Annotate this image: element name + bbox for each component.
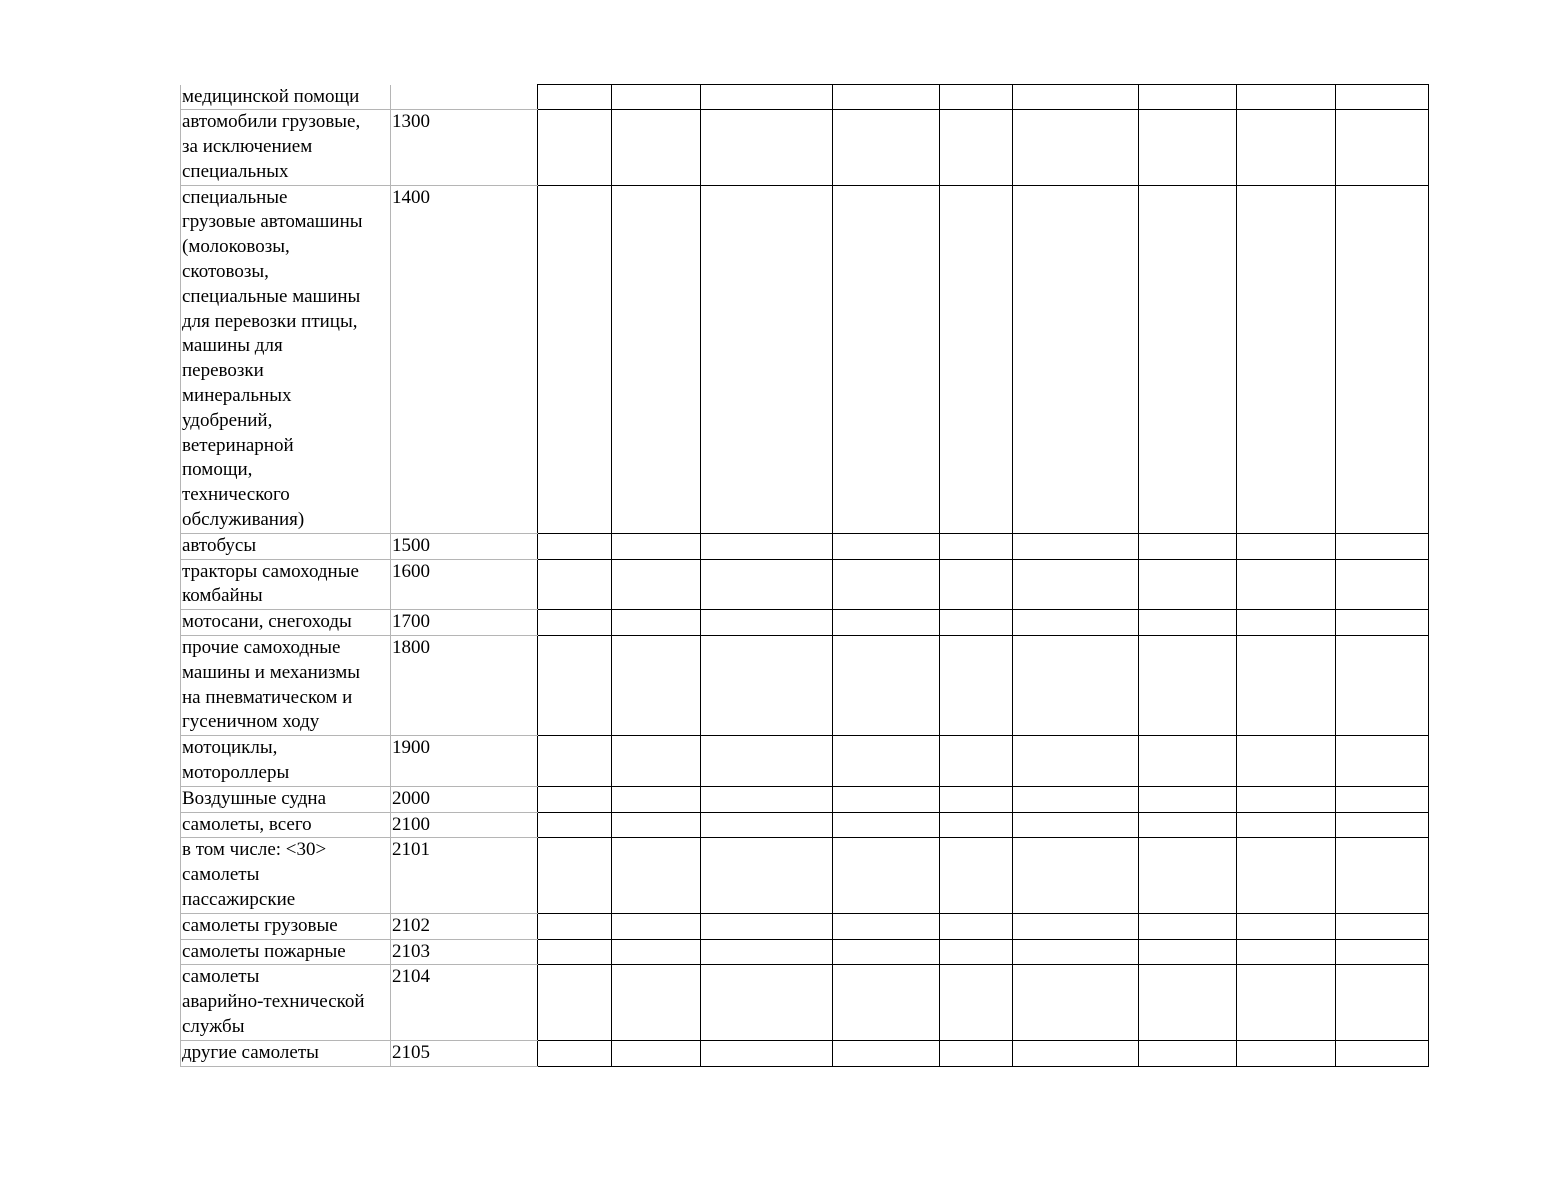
row-name-line: мотороллеры — [182, 762, 290, 784]
row-name-line: специальные — [182, 186, 288, 208]
empty-value-cell — [1013, 636, 1139, 736]
empty-value-cell — [701, 636, 833, 736]
row-name-line: медицинской помощи — [182, 85, 360, 107]
empty-value-cell — [1139, 786, 1237, 812]
row-name-cell — [181, 559, 391, 610]
row-name-cell — [181, 1040, 391, 1066]
empty-value-cell — [1336, 939, 1429, 965]
table-row — [181, 812, 1429, 838]
row-name-cell — [181, 533, 391, 559]
empty-value-cell — [833, 913, 940, 939]
empty-value-cell — [701, 736, 833, 787]
empty-value-cell — [538, 786, 612, 812]
empty-value-cell — [940, 185, 1013, 533]
empty-value-cell — [1237, 559, 1336, 610]
empty-value-cell — [1336, 812, 1429, 838]
table-row — [181, 185, 1429, 533]
empty-value-cell — [701, 559, 833, 610]
row-code-cell: 1800 — [391, 636, 538, 736]
table-row — [181, 110, 1429, 185]
table-row — [181, 610, 1429, 636]
empty-value-cell — [1013, 913, 1139, 939]
row-code-cell: 1700 — [391, 610, 538, 636]
empty-value-cell — [1139, 1040, 1237, 1066]
row-name-line: перевозки — [182, 360, 264, 382]
empty-value-cell — [940, 736, 1013, 787]
empty-value-cell — [1237, 1040, 1336, 1066]
row-name-cell — [181, 786, 391, 812]
row-name-cell — [181, 812, 391, 838]
empty-value-cell — [833, 939, 940, 965]
empty-value-cell — [612, 786, 701, 812]
empty-value-cell — [701, 110, 833, 185]
row-name-line: (молоковозы, — [182, 236, 290, 258]
empty-value-cell — [1013, 838, 1139, 913]
table-row — [181, 913, 1429, 939]
empty-value-cell — [1013, 736, 1139, 787]
row-code-cell: 1600 — [391, 559, 538, 610]
row-name-line: машины для — [182, 335, 283, 357]
empty-value-cell — [833, 838, 940, 913]
row-name-line: машины и механизмы — [182, 661, 360, 683]
empty-value-cell — [1336, 736, 1429, 787]
empty-value-cell — [1336, 110, 1429, 185]
empty-value-cell — [701, 838, 833, 913]
empty-value-cell — [701, 185, 833, 533]
row-name-cell — [181, 913, 391, 939]
row-name-cell — [181, 838, 391, 913]
row-name-line: удобрений, — [182, 409, 273, 431]
empty-value-cell — [1139, 533, 1237, 559]
row-code-cell: 2102 — [391, 913, 538, 939]
empty-value-cell — [538, 838, 612, 913]
empty-value-cell — [940, 85, 1013, 110]
empty-value-cell — [833, 110, 940, 185]
empty-value-cell — [612, 559, 701, 610]
row-name-line: службы — [182, 1015, 245, 1037]
row-name-cell — [181, 185, 391, 533]
empty-value-cell — [833, 185, 940, 533]
row-name-line: прочие самоходные — [182, 637, 341, 659]
empty-value-cell — [1139, 85, 1237, 110]
table-row — [181, 533, 1429, 559]
empty-value-cell — [1336, 786, 1429, 812]
empty-value-cell — [1237, 965, 1336, 1040]
empty-value-cell — [538, 812, 612, 838]
empty-value-cell — [1237, 110, 1336, 185]
row-name-cell — [181, 636, 391, 736]
empty-value-cell — [1013, 965, 1139, 1040]
empty-value-cell — [612, 185, 701, 533]
empty-value-cell — [538, 110, 612, 185]
table-row — [181, 736, 1429, 787]
row-name-line: ветеринарной — [182, 434, 294, 456]
row-name-line: самолеты пожарные — [182, 940, 346, 962]
empty-value-cell — [538, 939, 612, 965]
row-code-cell: 1400 — [391, 185, 538, 533]
row-name-cell — [181, 85, 391, 110]
row-name-line: минеральных — [182, 385, 292, 407]
row-code-cell: 1500 — [391, 533, 538, 559]
row-code-cell: 1300 — [391, 110, 538, 185]
empty-value-cell — [1139, 110, 1237, 185]
empty-value-cell — [1336, 85, 1429, 110]
empty-value-cell — [1336, 636, 1429, 736]
empty-value-cell — [1139, 812, 1237, 838]
empty-value-cell — [833, 812, 940, 838]
row-name-line: тракторы самоходные — [182, 560, 359, 582]
row-name-line: за исключением — [182, 136, 313, 158]
table-row — [181, 786, 1429, 812]
empty-value-cell — [1336, 838, 1429, 913]
row-name-cell — [181, 939, 391, 965]
empty-value-cell — [833, 636, 940, 736]
empty-value-cell — [612, 736, 701, 787]
empty-value-cell — [833, 85, 940, 110]
row-name-line: технического — [182, 484, 290, 506]
empty-value-cell — [538, 1040, 612, 1066]
row-name-line: специальные машины — [182, 285, 361, 307]
empty-value-cell — [1336, 185, 1429, 533]
empty-value-cell — [538, 85, 612, 110]
empty-value-cell — [940, 636, 1013, 736]
empty-value-cell — [1013, 185, 1139, 533]
table-row — [181, 965, 1429, 1040]
row-name-cell — [181, 110, 391, 185]
empty-value-cell — [833, 559, 940, 610]
row-code-cell: 2105 — [391, 1040, 538, 1066]
empty-value-cell — [538, 533, 612, 559]
row-name-line: комбайны — [182, 585, 263, 607]
empty-value-cell — [1237, 185, 1336, 533]
table-row — [181, 85, 1429, 110]
empty-value-cell — [1237, 812, 1336, 838]
empty-value-cell — [1139, 559, 1237, 610]
empty-value-cell — [940, 533, 1013, 559]
row-name-line: самолеты, всего — [182, 813, 312, 835]
empty-value-cell — [1013, 110, 1139, 185]
empty-value-cell — [833, 965, 940, 1040]
empty-value-cell — [833, 1040, 940, 1066]
empty-value-cell — [701, 786, 833, 812]
row-code-cell: 2000 — [391, 786, 538, 812]
row-name-line: Воздушные судна — [182, 787, 327, 809]
empty-value-cell — [701, 812, 833, 838]
row-name-line: самолеты — [182, 864, 260, 886]
empty-value-cell — [833, 533, 940, 559]
empty-value-cell — [701, 610, 833, 636]
empty-value-cell — [1013, 786, 1139, 812]
empty-value-cell — [538, 736, 612, 787]
empty-value-cell — [612, 812, 701, 838]
empty-value-cell — [538, 636, 612, 736]
empty-value-cell — [1237, 786, 1336, 812]
row-name-line: пассажирские — [182, 889, 296, 910]
row-code-cell: 2104 — [391, 965, 538, 1040]
empty-value-cell — [1237, 636, 1336, 736]
row-name-line: мотосани, снегоходы — [182, 611, 352, 633]
empty-value-cell — [1013, 559, 1139, 610]
row-name-cell — [181, 965, 391, 1040]
empty-value-cell — [612, 636, 701, 736]
empty-value-cell — [612, 838, 701, 913]
empty-value-cell — [538, 913, 612, 939]
empty-value-cell — [1139, 838, 1237, 913]
empty-value-cell — [612, 533, 701, 559]
empty-value-cell — [538, 185, 612, 533]
row-name-line: автобусы — [182, 534, 257, 556]
row-name-line: скотовозы, — [182, 261, 269, 283]
empty-value-cell — [612, 85, 701, 110]
empty-value-cell — [833, 610, 940, 636]
row-code-cell — [391, 85, 538, 110]
table-body — [181, 85, 1429, 1067]
empty-value-cell — [1013, 610, 1139, 636]
row-name-line: самолеты — [182, 966, 260, 988]
empty-value-cell — [538, 559, 612, 610]
empty-value-cell — [1336, 1040, 1429, 1066]
empty-value-cell — [1013, 533, 1139, 559]
row-name-line: другие самолеты — [182, 1041, 319, 1063]
empty-value-cell — [940, 838, 1013, 913]
empty-value-cell — [1139, 913, 1237, 939]
empty-value-cell — [1013, 85, 1139, 110]
table-row — [181, 838, 1429, 913]
empty-value-cell — [1237, 85, 1336, 110]
empty-value-cell — [1139, 965, 1237, 1040]
empty-value-cell — [1237, 610, 1336, 636]
empty-value-cell — [833, 736, 940, 787]
row-name-line: помощи, — [182, 459, 253, 481]
empty-value-cell — [701, 965, 833, 1040]
table-row — [181, 939, 1429, 965]
empty-value-cell — [612, 939, 701, 965]
row-code-cell: 2101 — [391, 838, 538, 913]
row-name-line: специальных — [182, 160, 289, 182]
empty-value-cell — [1336, 559, 1429, 610]
row-name-cell — [181, 736, 391, 787]
empty-value-cell — [940, 110, 1013, 185]
table-row — [181, 1040, 1429, 1066]
empty-value-cell — [1013, 1040, 1139, 1066]
row-name-line: самолеты грузовые — [182, 914, 338, 936]
empty-value-cell — [940, 812, 1013, 838]
row-name-line: аварийно-технической — [182, 991, 365, 1013]
table-row — [181, 636, 1429, 736]
row-name-line: гусеничном ходу — [182, 711, 320, 733]
empty-value-cell — [701, 533, 833, 559]
empty-value-cell — [1013, 939, 1139, 965]
empty-value-cell — [1237, 533, 1336, 559]
empty-value-cell — [940, 965, 1013, 1040]
empty-value-cell — [940, 610, 1013, 636]
empty-value-cell — [940, 939, 1013, 965]
empty-value-cell — [1237, 838, 1336, 913]
empty-value-cell — [612, 965, 701, 1040]
row-name-line: мотоциклы, — [182, 737, 278, 759]
empty-value-cell — [940, 786, 1013, 812]
empty-value-cell — [701, 913, 833, 939]
empty-value-cell — [1237, 939, 1336, 965]
empty-value-cell — [1336, 533, 1429, 559]
empty-value-cell — [612, 110, 701, 185]
empty-value-cell — [701, 1040, 833, 1066]
row-name-line: обслуживания) — [182, 509, 305, 531]
empty-value-cell — [701, 939, 833, 965]
empty-value-cell — [612, 1040, 701, 1066]
empty-value-cell — [1139, 736, 1237, 787]
empty-value-cell — [1336, 913, 1429, 939]
empty-value-cell — [701, 85, 833, 110]
row-name-cell — [181, 610, 391, 636]
empty-value-cell — [1336, 965, 1429, 1040]
empty-value-cell — [538, 610, 612, 636]
row-name-line: в том числе: <30> — [182, 839, 327, 861]
empty-value-cell — [1139, 636, 1237, 736]
empty-value-cell — [940, 913, 1013, 939]
row-name-line: на пневматическом и — [182, 686, 353, 708]
row-code-cell: 2100 — [391, 812, 538, 838]
row-name-line: грузовые автомашины — [182, 211, 363, 233]
row-code-cell: 1900 — [391, 736, 538, 787]
empty-value-cell — [1336, 610, 1429, 636]
empty-value-cell — [538, 965, 612, 1040]
empty-value-cell — [612, 913, 701, 939]
empty-value-cell — [940, 559, 1013, 610]
empty-value-cell — [612, 610, 701, 636]
empty-value-cell — [1139, 185, 1237, 533]
empty-value-cell — [1237, 913, 1336, 939]
row-name-line: автомобили грузовые, — [182, 111, 361, 133]
row-code-cell: 2103 — [391, 939, 538, 965]
empty-value-cell — [1237, 736, 1336, 787]
empty-value-cell — [833, 786, 940, 812]
empty-value-cell — [1013, 812, 1139, 838]
empty-value-cell — [1139, 939, 1237, 965]
empty-value-cell — [940, 1040, 1013, 1066]
data-table — [180, 84, 1429, 1067]
table-row — [181, 559, 1429, 610]
row-name-line: для перевозки птицы, — [182, 310, 358, 332]
empty-value-cell — [1139, 610, 1237, 636]
